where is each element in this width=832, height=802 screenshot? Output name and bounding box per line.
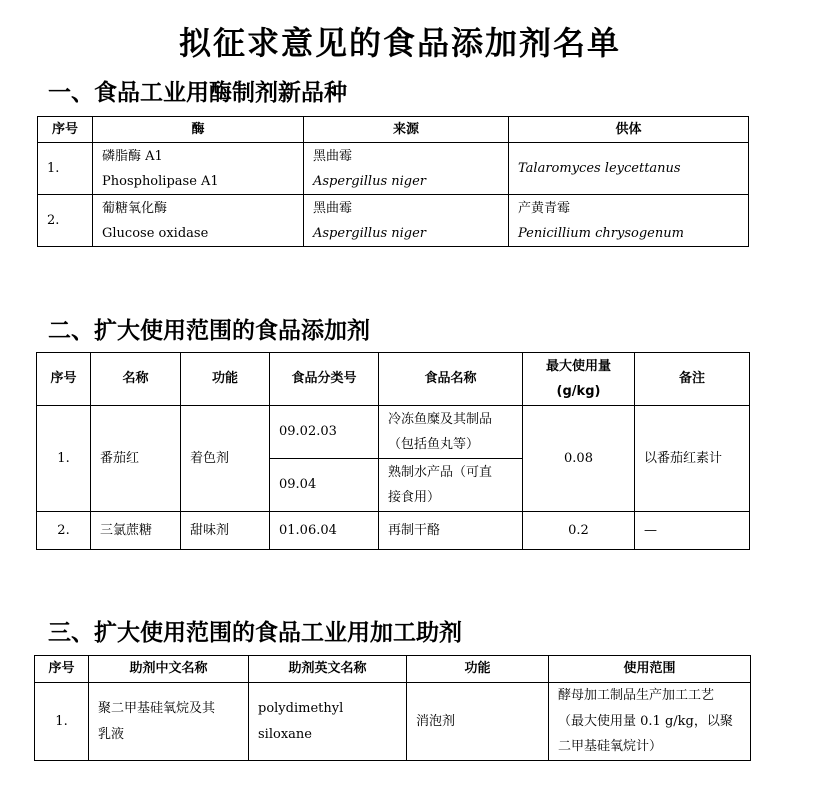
section2-heading: 二、扩大使用范围的食品添加剂 [48, 318, 370, 344]
enzyme-table [37, 116, 749, 247]
processing-aid-table [34, 655, 751, 761]
table-row [37, 512, 750, 550]
table-header-row [37, 353, 750, 406]
food-name-cell [379, 459, 523, 512]
additive-name: 三氯蔗糖 [91, 512, 181, 550]
donor-name-cn: 产黄青霉 [518, 200, 571, 216]
section1-heading: 一、食品工业用酶制剂新品种 [48, 80, 347, 106]
additive-table [36, 352, 750, 550]
col-header: 食品分类号 [270, 353, 379, 406]
enzyme-name-cn: 磷脂酶 A1 [102, 148, 163, 164]
col-header-max-usage [523, 353, 635, 406]
food-name-cell [379, 406, 523, 459]
food-category-code: 09.02.03 [270, 406, 379, 459]
col-header: 使用范围 [549, 656, 751, 683]
source-cell [304, 195, 509, 247]
col-header: 功能 [181, 353, 270, 406]
row-number: 1. [38, 143, 93, 195]
usage-scope-line: （最大使用量 0.1 g/kg，以聚 [558, 713, 733, 729]
col-header: 供体 [509, 117, 749, 143]
donor-cell [509, 143, 749, 195]
remark: — [635, 512, 750, 550]
source-name-cn: 黑曲霉 [313, 148, 353, 164]
additive-name: 番茄红 [91, 406, 181, 512]
col-header: 序号 [37, 353, 91, 406]
table-row [37, 406, 750, 459]
max-usage: 0.2 [523, 512, 635, 550]
additive-function: 甜味剂 [181, 512, 270, 550]
col-header: 序号 [35, 656, 89, 683]
enzyme-name-en: Glucose oxidase [102, 225, 209, 241]
col-header-line: 最大使用量 [545, 358, 611, 374]
page-title: 拟征求意见的食品添加剂名单 [178, 24, 621, 62]
aid-name-cn-line: 聚二甲基硅氧烷及其 [98, 701, 216, 717]
table-row [38, 195, 749, 247]
table-row [35, 683, 751, 761]
source-cell [304, 143, 509, 195]
food-name-line: 冷冻鱼糜及其制品 [388, 411, 493, 427]
aid-name-cn-cell [89, 683, 249, 761]
col-header-unit: (g/kg) [556, 384, 601, 399]
table-row [38, 143, 749, 195]
col-header: 食品名称 [379, 353, 523, 406]
col-header: 助剂英文名称 [249, 656, 407, 683]
usage-scope-cell [549, 683, 751, 761]
col-header: 助剂中文名称 [89, 656, 249, 683]
max-usage: 0.08 [523, 406, 635, 512]
aid-name-en: polydimethyl siloxane [249, 683, 407, 761]
col-header: 来源 [304, 117, 509, 143]
remark: 以番茄红素计 [635, 406, 750, 512]
table-header-row [38, 117, 749, 143]
col-header: 功能 [407, 656, 549, 683]
row-number: 1. [37, 406, 91, 512]
aid-name-cn-line: 乳液 [98, 726, 125, 742]
food-category-code: 09.04 [270, 459, 379, 512]
row-number: 2. [37, 512, 91, 550]
food-name-line: 接食用） [388, 490, 441, 505]
enzyme-name-cn: 葡糖氧化酶 [102, 200, 168, 216]
col-header: 名称 [91, 353, 181, 406]
enzyme-cell [93, 143, 304, 195]
donor-name-en: Talaromyces leycettanus [518, 161, 681, 177]
food-name-line: （包括鱼丸等） [388, 437, 480, 452]
source-name-cn: 黑曲霉 [313, 200, 353, 216]
col-header: 酶 [93, 117, 304, 143]
aid-function: 消泡剂 [407, 683, 549, 761]
donor-cell [509, 195, 749, 247]
additive-function: 着色剂 [181, 406, 270, 512]
food-name-line: 熟制水产品（可直 [388, 464, 493, 480]
donor-name-en: Penicillium chrysogenum [518, 225, 684, 241]
source-name-en: Aspergillus niger [313, 225, 427, 241]
source-name-en: Aspergillus niger [313, 173, 427, 189]
usage-scope-line: 酵母加工制品生产加工工艺 [558, 688, 715, 704]
row-number: 2. [38, 195, 93, 247]
row-number: 1. [35, 683, 89, 761]
enzyme-cell [93, 195, 304, 247]
food-category-code: 01.06.04 [270, 512, 379, 550]
table-header-row [35, 656, 751, 683]
section3-heading: 三、扩大使用范围的食品工业用加工助剂 [48, 620, 462, 646]
usage-scope-line: 二甲基硅氧烷计） [558, 739, 663, 755]
col-header: 备注 [635, 353, 750, 406]
food-name: 再制干酪 [379, 512, 523, 550]
enzyme-name-en: Phospholipase A1 [102, 173, 219, 189]
col-header: 序号 [38, 117, 93, 143]
